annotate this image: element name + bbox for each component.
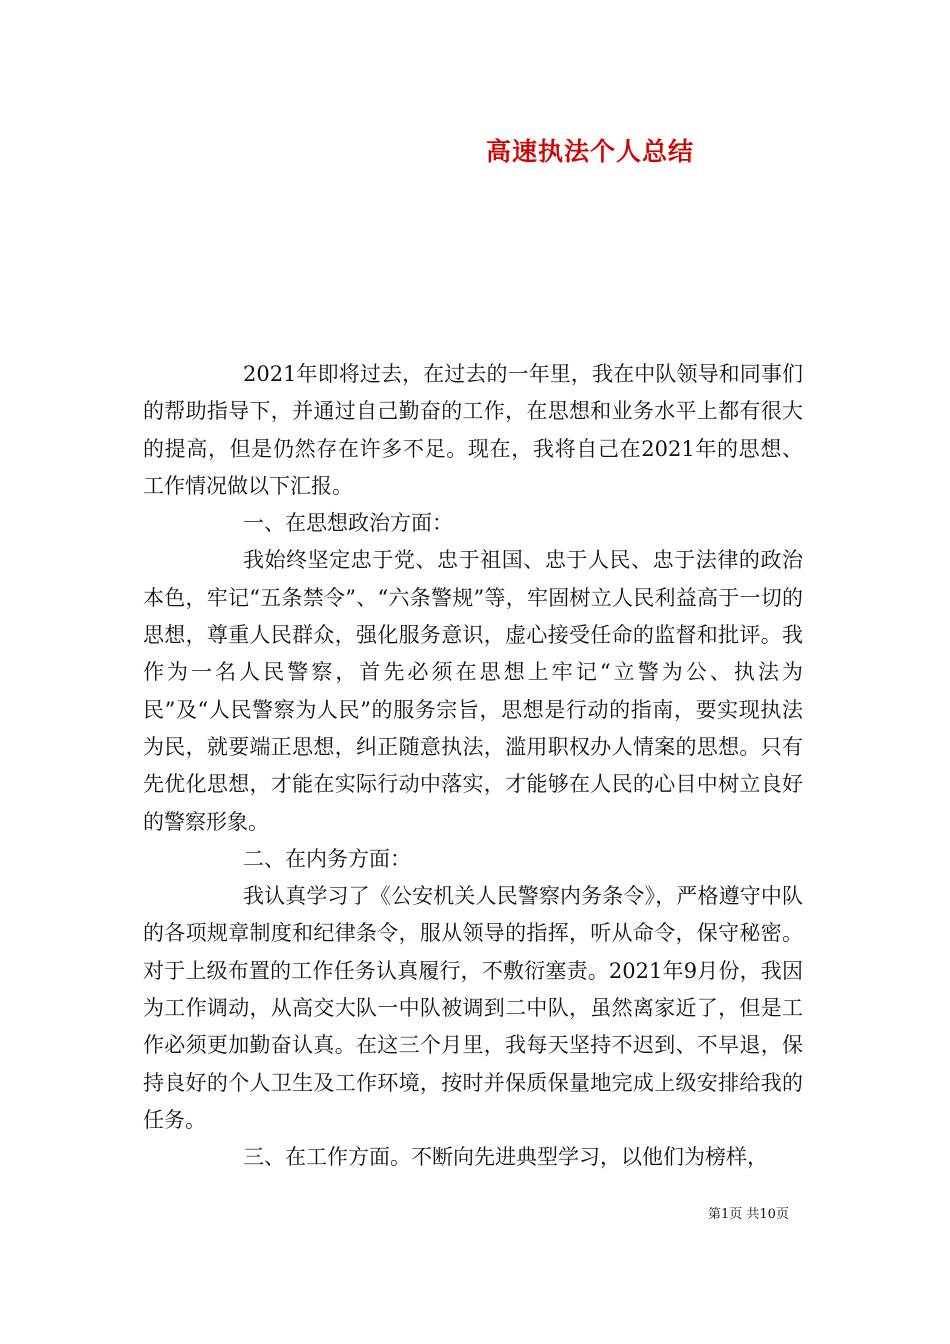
paragraph-internal-affairs: 我认真学习了《公安机关人民警察内务条令》，严格遵守中队的各项规章制度和纪律条令，服从领导的指挥，听从命令，保守秘密。对于上级布置的工作任务认真履行，不敷衍塞责。2021年9月份，我因为工作调动，从高交大队一中队被调到二中队，虽然离家近了，但是工作必须更加勤奋认真。在这三个月里，我每天坚持不迟到、不早退，保持良好的个人卫生及工作环境，按时并保质保量地完成上级安排给我的任务。	[143, 884, 803, 1132]
paragraph-intro: 2021年即将过去，在过去的一年里，我在中队领导和同事们的帮助指导下，并通过自己勤奋的工作，在思想和业务水平上都有很大的提高，但是仍然存在许多不足。现在，我将自己在2021年的思想、工作情况做以下汇报。	[143, 362, 803, 498]
section-heading-internal-affairs: 二、在内务方面：	[243, 846, 411, 871]
section-heading-politics: 一、在思想政治方面：	[243, 511, 453, 536]
paragraph-politics: 我始终坚定忠于党、忠于祖国、忠于人民、忠于法律的政治本色，牢记“五条禁令”、“六条警规”等，牢固树立人民利益高于一切的思想，尊重人民群众，强化服务意识，虚心接受任命的监督和批评。我作为一名人民警察，首先必须在思想上牢记“立警为公、执法为民”及“人民警察为人民”的服务宗旨，思想是行动的指南，要实现执法为民，就要端正思想，纠正随意执法，滥用职权办人情案的思想。只有先优化思想，才能在实际行动中落实，才能够在人民的心目中树立良好的警察形象。	[143, 548, 803, 834]
paragraph-work: 三、在工作方面。不断向先进典型学习，以他们为榜样，	[243, 1145, 768, 1170]
document-title: 高速执法个人总结	[485, 137, 694, 166]
page-number-footer: 第1页 共10页	[708, 1207, 789, 1222]
document-body	[143, 356, 803, 1177]
